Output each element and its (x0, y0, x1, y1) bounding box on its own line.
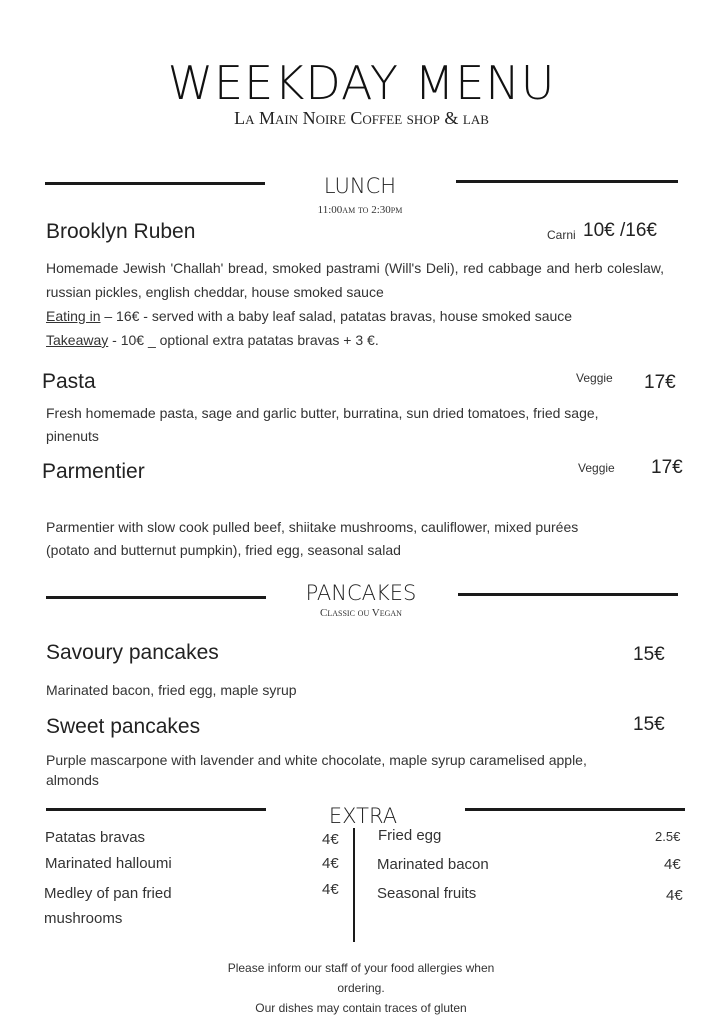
divider-right (465, 808, 685, 811)
divider-left (46, 808, 266, 811)
eating-in-label: Eating in (46, 308, 101, 324)
dish-name-savoury: Savoury pancakes (46, 641, 219, 664)
takeaway-text: - 10€ _ optional extra patatas bravas + 3 €. (108, 332, 379, 348)
extra-item-price: 4€ (666, 887, 683, 904)
section-title-pancakes: PANCAKES (305, 581, 417, 605)
dish-desc-pasta: Fresh homemade pasta, sage and garlic butter, burratina, sun dried tomatoes, fried sage, pinenuts (46, 405, 599, 444)
dish-price-brooklyn: 10€ /16€ (583, 220, 657, 241)
dish-tag-pasta: Veggie (576, 371, 613, 385)
page-title: WEEKDAY MENU (167, 56, 556, 110)
dish-desc-parmentier: Parmentier with slow cook pulled beef, shiitake mushrooms, cauliflower, mixed purées (potato and butternut pumpkin), fried egg, seasonal salad (46, 519, 579, 558)
dish-desc-text: Homemade Jewish 'Challah' bread, smoked pastrami (Will's Deli), red cabbage and herb coleslaw, russian pickles, english cheddar, house smoked sauce (46, 260, 664, 300)
extra-item-price: 4€ (322, 831, 339, 848)
dish-price-sweet: 15€ (633, 714, 665, 735)
dish-price-pasta: 17€ (644, 372, 676, 393)
extra-item-name: Patatas bravas (45, 829, 146, 846)
dish-name-sweet: Sweet pancakes (46, 715, 201, 738)
extra-item-price: 4€ (664, 856, 681, 873)
section-title-extra: EXTRA (328, 804, 398, 828)
extra-item-price: 2.5€ (655, 829, 681, 844)
eating-in-text: – 16€ - served with a baby leaf salad, patatas bravas, house smoked sauce (100, 308, 573, 324)
extra-item-name: Marinated halloumi (45, 855, 172, 872)
extra-item-name: Marinated bacon (377, 856, 489, 873)
allergy-note (215, 958, 507, 1018)
dish-desc-sweet: Purple mascarpone with lavender and white chocolate, maple syrup caramelised apple, almonds (46, 752, 587, 788)
dish-name-brooklyn: Brooklyn Ruben (46, 220, 196, 243)
extra-item-price: 4€ (322, 881, 339, 898)
dish-tag-brooklyn: Carni (547, 228, 576, 242)
extra-item-name: Fried egg (378, 827, 442, 844)
dish-price-parmentier: 17€ (651, 457, 683, 478)
divider-left (46, 596, 266, 599)
dish-desc-savoury: Marinated bacon, fried egg, maple syrup (46, 682, 297, 698)
lunch-hours: 11:00am to 2:30pm (317, 204, 403, 216)
dish-name-pasta: Pasta (42, 370, 96, 393)
pancakes-subtitle: Classic ou Vegan (320, 607, 402, 619)
page-subtitle: La Main Noire Coffee shop & lab (234, 108, 489, 128)
dish-name-parmentier: Parmentier (42, 460, 145, 483)
extra-item-price: 4€ (322, 855, 339, 872)
allergy-note-line2: Our dishes may contain traces of gluten (255, 1001, 467, 1015)
allergy-note-line1: Please inform our staff of your food allergies when ordering. (227, 961, 495, 995)
takeaway-label: Takeaway (46, 332, 109, 348)
dish-desc-brooklyn (46, 256, 664, 352)
section-title-lunch: LUNCH (323, 174, 397, 198)
extra-divider (353, 828, 355, 942)
divider-left (45, 182, 265, 185)
dish-price-savoury: 15€ (633, 644, 665, 665)
extra-item-name: Seasonal fruits (377, 885, 477, 902)
dish-tag-parmentier: Veggie (578, 461, 615, 475)
divider-right (458, 593, 678, 596)
divider-right (456, 180, 678, 183)
extra-item-name: Medley of pan fried mushrooms (44, 885, 172, 927)
